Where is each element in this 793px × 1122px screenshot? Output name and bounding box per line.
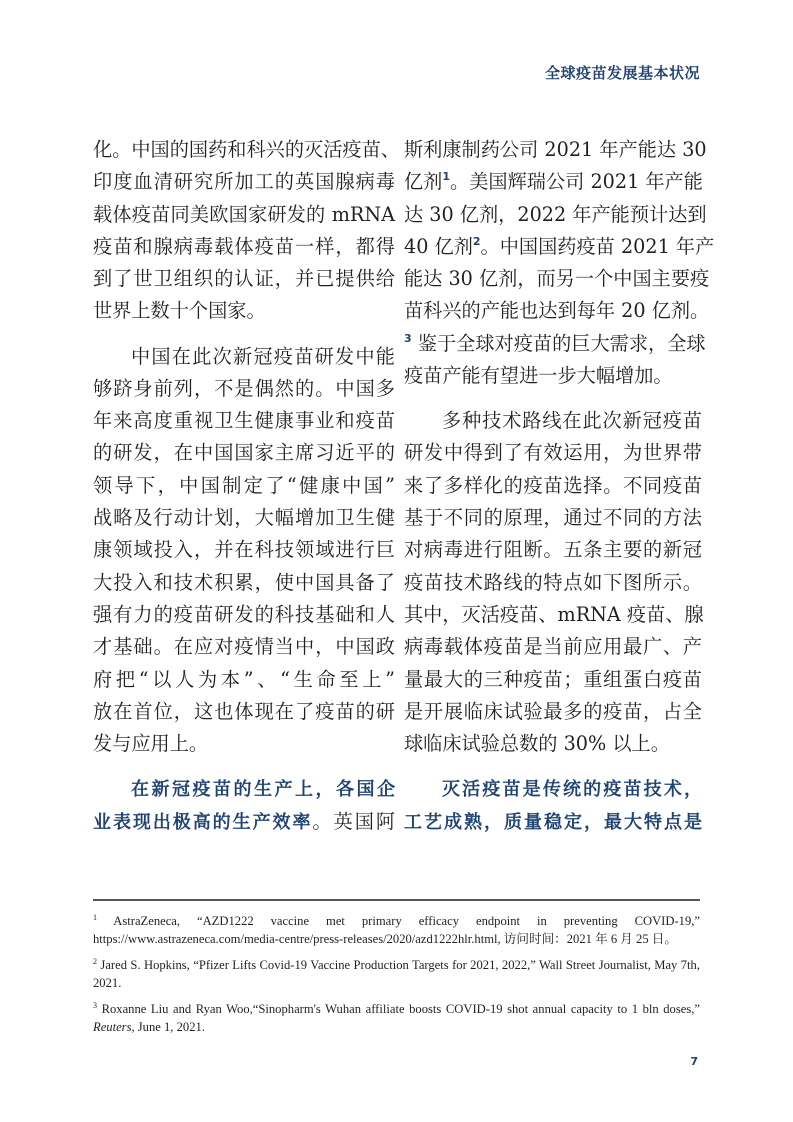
line-text: 量最大的三种疫苗；重组蛋白疫苗	[404, 667, 702, 691]
line-text: 强有力的疫苗研发的科技基础和人	[93, 602, 395, 626]
text-line	[93, 599, 395, 631]
text-line	[93, 664, 395, 696]
text-line	[93, 728, 395, 760]
line-text: 基于不同的原理，通过不同的方法	[404, 506, 702, 530]
line-text: 大投入和技术积累，使中国具备了	[93, 570, 395, 594]
text-line	[93, 773, 395, 805]
text-line	[93, 806, 395, 838]
line-text: 疫苗技术路线的特点如下图所示。	[404, 570, 702, 594]
footnote-text: , June 1, 2021.	[131, 1020, 205, 1034]
paragraph	[93, 773, 395, 838]
line-text: 放在首位，这也体现在了疫苗的研	[93, 699, 395, 723]
line-text: 来了多样化的疫苗选择。不同疫苗	[404, 473, 702, 497]
text-line	[404, 696, 702, 728]
text-line	[93, 405, 395, 437]
text-line	[404, 728, 702, 760]
bold-text: 工艺成熟，质量稳定，最大特点是	[404, 811, 702, 833]
text-line	[404, 360, 702, 392]
text-line	[93, 631, 395, 663]
text-line	[404, 534, 702, 566]
line-text: 年来高度重视卫生健康事业和疫苗	[93, 409, 395, 433]
line-text: 够跻身前列，不是偶然的。中国多	[93, 376, 395, 400]
text-line	[93, 502, 395, 534]
bold-text: 在新冠疫苗的生产上，各国企	[131, 779, 395, 801]
line-text: 是开展临床试验最多的疫苗，占全	[404, 699, 702, 723]
line-text: 到了世卫组织的认证，并已提供给	[93, 267, 395, 291]
page-number: 7	[690, 1055, 698, 1068]
line-text: 苗科兴的产能也达到每年 20 亿剂。	[404, 299, 710, 323]
line-text: 多种技术路线在此次新冠疫苗	[442, 409, 702, 433]
line-text: 化。中国的国药和科兴的灭活疫苗、	[93, 138, 400, 161]
footnote-number: 3	[93, 1001, 97, 1010]
text-line	[404, 631, 702, 663]
footnote	[93, 956, 700, 992]
footnote-ref: 1	[442, 170, 451, 184]
text-line	[404, 134, 707, 166]
line-text: 。中国国药疫苗 2021 年产	[480, 234, 715, 258]
text-line	[404, 470, 702, 502]
bold-text: 业表现出极高的生产效率	[93, 811, 313, 833]
text-line	[93, 166, 395, 198]
line-text: 。英国阿	[312, 809, 396, 833]
text-line	[93, 470, 395, 502]
bold-text: 灭活疫苗是传统的疫苗技术，	[442, 779, 702, 801]
line-text: 对病毒进行阻断。五条主要的新冠	[404, 538, 702, 562]
text-line	[404, 773, 702, 805]
text-line	[93, 567, 395, 599]
left-column	[93, 134, 400, 851]
paragraph	[404, 405, 702, 760]
paragraph	[404, 773, 702, 838]
text-line	[93, 231, 395, 263]
text-line	[404, 263, 710, 295]
footnote-ref: 2	[472, 234, 481, 248]
footnote-divider	[93, 899, 700, 901]
line-text: 中国在此次新冠疫苗研发中能	[131, 344, 395, 368]
line-text: 府把“以人为本”、“生命至上”	[93, 667, 395, 691]
right-column	[404, 134, 715, 851]
line-text: 鉴于全球对疫苗的巨大需求，全球	[411, 331, 706, 355]
text-line	[404, 437, 702, 469]
line-text: 才基础。在应对疫情当中，中国政	[93, 635, 395, 659]
line-text: 。美国辉瑞公司 2021 年产能	[450, 170, 703, 194]
line-text: 世界上数十个国家。	[93, 299, 266, 323]
paragraph	[93, 134, 400, 328]
line-text: 40 亿剂	[404, 234, 473, 258]
text-line	[93, 199, 395, 231]
footnote-number: 1	[93, 913, 97, 922]
line-text: 达 30 亿剂，2022 年产能预计达到	[404, 202, 707, 226]
line-text: 亿剂	[404, 170, 443, 194]
text-line	[93, 295, 395, 327]
line-text: 研发中得到了有效运用，为世界带	[404, 441, 702, 465]
text-line	[404, 328, 706, 360]
text-line	[404, 199, 707, 231]
footnote-text: Jared S. Hopkins, “Pfizer Lifts Covid-19 Vaccine Production Targets for 2021, 2022,” Wall Street Journalist, May 7th, 2021.	[93, 958, 700, 990]
text-line	[93, 134, 400, 166]
text-line	[93, 341, 395, 373]
line-text: 的研发，在中国国家主席习近平的	[93, 441, 395, 465]
line-text: 能达 30 亿剂，而另一个中国主要疫	[404, 267, 710, 291]
line-text: 领导下，中国制定了“健康中国”	[93, 473, 395, 497]
footnote-text: AstraZeneca, “AZD1222 vaccine met primary efficacy endpoint in preventing COVID-19,” https://www.astrazeneca.com/media-centre/press-releases/2020/azd1222hlr.html, 访问时间：2021 年 6 月 25 日。	[93, 914, 700, 946]
footnote-text: Roxanne Liu and Ryan Woo,“Sinopharm's Wuhan affiliate boosts COVID-19 shot annual capacity to 1 bln doses,”	[101, 1002, 700, 1016]
line-text: 战略及行动计划，大幅增加卫生健	[93, 506, 395, 530]
line-text: 斯利康制药公司 2021 年产能达 30	[404, 138, 707, 161]
footnote-italic: Reuters	[93, 1020, 132, 1034]
footnote-ref: 3	[404, 331, 412, 345]
line-text: 其中，灭活疫苗、mRNA 疫苗、腺	[404, 602, 704, 626]
line-text: 载体疫苗同美欧国家研发的 mRNA	[93, 202, 395, 226]
line-text: 印度血清研究所加工的英国腺病毒	[93, 170, 395, 194]
text-line	[404, 295, 710, 327]
text-line	[404, 166, 702, 198]
footnote-number: 2	[93, 957, 97, 966]
line-text: 球临床试验总数的 30% 以上。	[404, 732, 670, 756]
text-line	[404, 599, 702, 631]
line-text: 康领域投入，并在科技领域进行巨	[93, 538, 395, 562]
text-line	[93, 437, 395, 469]
text-line	[93, 263, 395, 295]
text-line	[404, 405, 702, 437]
text-line	[404, 567, 702, 599]
text-line	[404, 664, 702, 696]
text-line	[93, 696, 395, 728]
text-line	[404, 806, 702, 838]
text-line	[404, 231, 715, 263]
text-line	[93, 373, 395, 405]
running-header: 全球疫苗发展基本状况	[544, 64, 700, 82]
text-line	[404, 502, 702, 534]
footnote	[93, 912, 700, 948]
paragraph	[93, 341, 395, 761]
line-text: 发与应用上。	[93, 732, 209, 756]
text-line	[93, 534, 395, 566]
footnotes	[93, 912, 700, 1044]
footnote	[93, 1000, 700, 1036]
line-text: 疫苗和腺病毒载体疫苗一样，都得	[93, 234, 395, 258]
paragraph	[404, 134, 715, 392]
line-text: 疫苗产能有望进一步大幅增加。	[404, 364, 673, 388]
line-text: 病毒载体疫苗是当前应用最广、产	[404, 635, 702, 659]
